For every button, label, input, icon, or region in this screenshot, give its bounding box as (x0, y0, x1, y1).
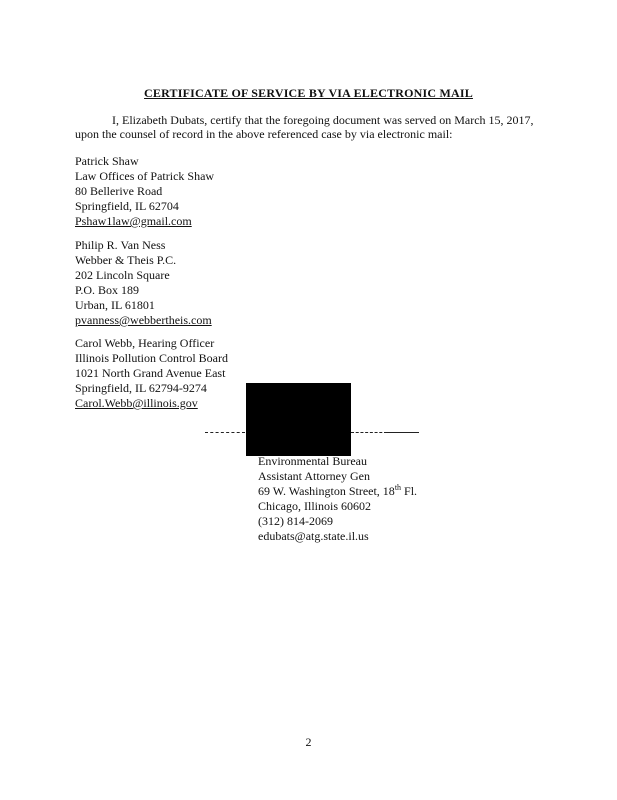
signer-floor: Fl. (401, 484, 418, 498)
certification-line-1: I, Elizabeth Dubats, certify that the foregoing document was served on March 15, 2017, (112, 113, 534, 127)
signature-block (258, 454, 417, 544)
signature-redaction (246, 383, 351, 456)
page-number: 2 (305, 735, 312, 749)
recipient-email-link[interactable]: Pshaw1law@gmail.com (75, 214, 192, 228)
recipient-firm: Law Offices of Patrick Shaw (75, 169, 215, 183)
signer-address (258, 484, 417, 499)
signer-phone: (312) 814-2069 (258, 514, 333, 528)
certification-paragraph (75, 113, 555, 141)
recipient-address: 80 Bellerive Road (75, 184, 163, 198)
signer-street: 69 W. Washington Street, 18 (258, 484, 395, 498)
recipient-address: 1021 North Grand Avenue East (75, 366, 226, 380)
signature-line-right-solid (387, 432, 419, 433)
signer-email: edubats@atg.state.il.us (258, 529, 369, 543)
recipient-email-link[interactable]: pvanness@webbertheis.com (75, 313, 212, 327)
recipient-block-webb (75, 336, 228, 411)
signature-line-right (351, 432, 387, 433)
recipient-address: 202 Lincoln Square (75, 268, 170, 282)
ordinal-suffix: th (394, 483, 402, 492)
recipient-block-van-ness (75, 238, 212, 328)
document-title: CERTIFICATE OF SERVICE BY VIA ELECTRONIC MAIL (144, 86, 473, 100)
recipient-name: Patrick Shaw (75, 154, 139, 168)
signer-bureau: Environmental Bureau (258, 454, 367, 468)
recipient-block-shaw (75, 154, 214, 229)
signer-title: Assistant Attorney Gen (258, 469, 370, 483)
recipient-name: Philip R. Van Ness (75, 238, 166, 252)
recipient-city: Springfield, IL 62794-9274 (75, 381, 207, 395)
signature-line-left (205, 432, 245, 433)
recipient-city: Springfield, IL 62704 (75, 199, 179, 213)
recipient-email-link[interactable]: Carol.Webb@illinois.gov (75, 396, 198, 410)
recipient-organization: Illinois Pollution Control Board (75, 351, 229, 365)
recipient-firm: Webber & Theis P.C. (75, 253, 177, 267)
recipient-name: Carol Webb, Hearing Officer (75, 336, 215, 350)
certification-line-2: upon the counsel of record in the above referenced case by via electronic mail: (75, 127, 453, 141)
recipient-po-box: P.O. Box 189 (75, 283, 140, 297)
signer-city: Chicago, Illinois 60602 (258, 499, 371, 513)
recipient-city: Urban, IL 61801 (75, 298, 155, 312)
